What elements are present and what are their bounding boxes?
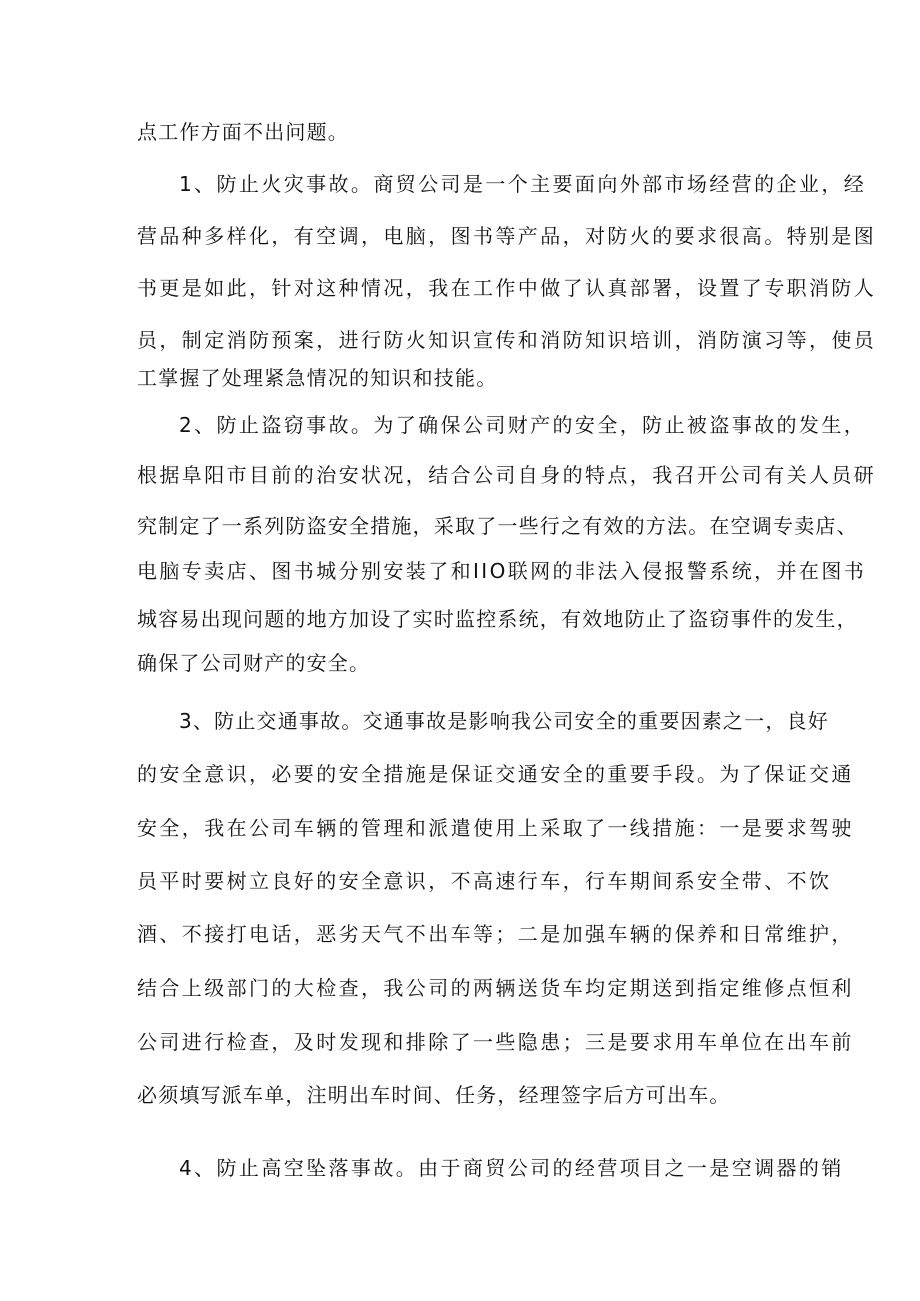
- intro-line: 点工作方面不出问题。: [137, 120, 349, 144]
- paragraph-line: 公司进行检查，及时发现和排除了一些隐患；三是要求用车单位在出车前: [137, 1030, 854, 1054]
- paragraph-line: 员平时要树立良好的安全意识，不高速行车，行车期间系安全带、不饮: [137, 869, 832, 893]
- paragraph-line: 酒、不接打电话，恶劣天气不出车等；二是加强车辆的保养和日常维护，: [137, 922, 854, 946]
- paragraph-line: 城容易出现问题的地方加设了实时监控系统，有效地防止了盗窃事件的发生，: [137, 607, 858, 631]
- paragraph-line: 根据阜阳市目前的治安状况，结合公司自身的特点，我召开公司有关人员研: [137, 463, 877, 487]
- paragraph-line: 的安全意识，必要的安全措施是保证交通安全的重要手段。为了保证交通: [137, 762, 854, 786]
- paragraph-line: 3、防止交通事故。交通事故是影响我公司安全的重要因素之一，良好: [179, 709, 829, 733]
- paragraph-line: 电脑专卖店、图书城分别安装了和IIO联网的非法入侵报警系统，并在图书: [137, 559, 867, 583]
- paragraph-line: 安全，我在公司车辆的管理和派遣使用上采取了一线措施：一是要求驾驶: [137, 816, 854, 840]
- paragraph-line: 1、防止火灾事故。商贸公司是一个主要面向外部市场经营的企业，经: [179, 172, 867, 196]
- paragraph-line: 究制定了一系列防盗安全措施，采取了一些行之有效的方法。在空调专卖店、: [137, 514, 858, 538]
- paragraph-line: 必须填写派车单，注明出车时间、任务，经理签字后方可出车。: [137, 1083, 731, 1107]
- paragraph-line: 书更是如此，针对这种情况，我在工作中做了认真部署，设置了专职消防人: [137, 276, 877, 300]
- paragraph-line: 结合上级部门的大检查，我公司的两辆送货车均定期送到指定维修点恒利: [137, 976, 854, 1000]
- paragraph-line: 员，制定消防预案，进行防火知识宣传和消防知识培训，消防演习等，使员: [137, 328, 877, 352]
- paragraph-line: 营品种多样化，有空调，电脑，图书等产品，对防火的要求很高。特别是图: [137, 224, 877, 248]
- paragraph-line: 工掌握了处理紧急情况的知识和技能。: [137, 366, 498, 390]
- paragraph-line: 确保了公司财产的安全。: [137, 651, 371, 675]
- paragraph-line: 4、防止高空坠落事故。由于商贸公司的经营项目之一是空调器的销: [179, 1156, 844, 1180]
- paragraph-line: 2、防止盗窃事故。为了确保公司财产的安全，防止被盗事故的发生，: [179, 413, 867, 437]
